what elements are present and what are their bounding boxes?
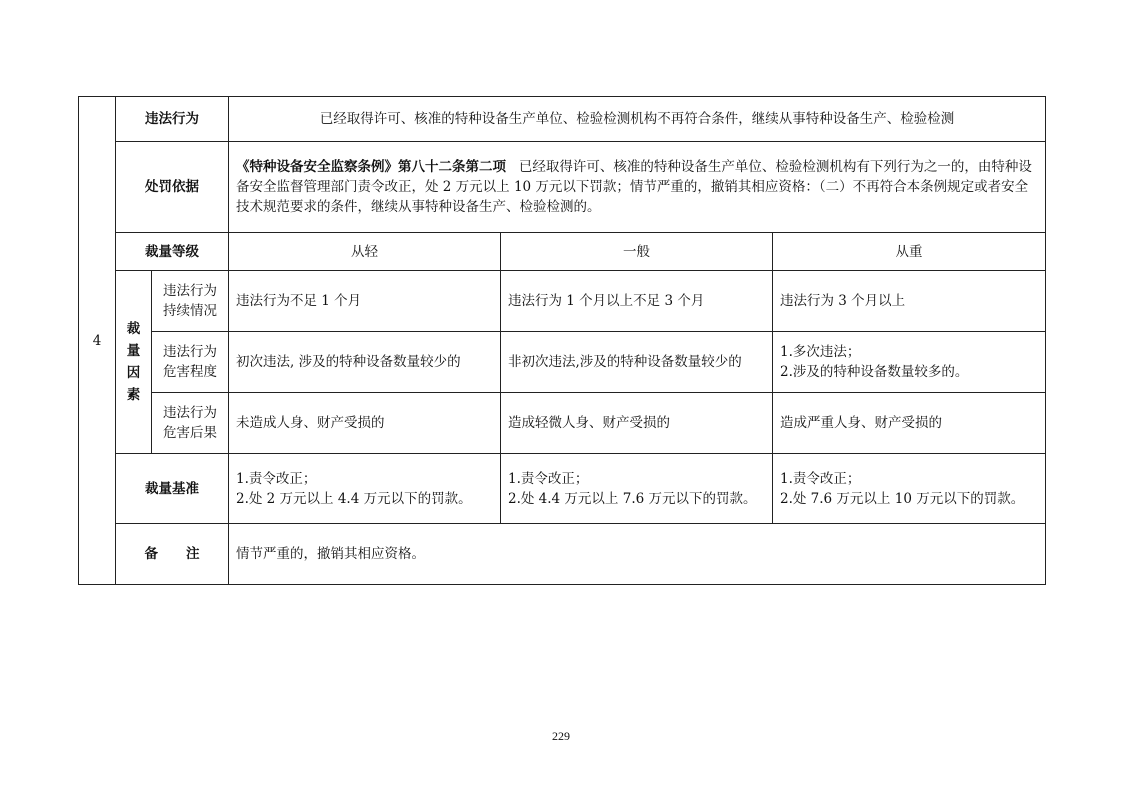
- basis-label: 处罚依据: [116, 142, 229, 233]
- violation-row: [79, 97, 1046, 142]
- violation-text: 已经取得许可、核准的特种设备生产单位、检验检测机构不再符合条件，继续从事特种设备生产、检验检测: [229, 97, 1046, 142]
- basis-title: 《特种设备安全监察条例》第八十二条第二项: [236, 159, 506, 175]
- duration-light: 违法行为不足 1 个月: [229, 271, 501, 332]
- page-number: 229: [552, 729, 570, 743]
- basis-row: [79, 142, 1046, 233]
- harm-result-label: 违法行为危害后果: [152, 393, 229, 454]
- standard-row: [79, 454, 1046, 524]
- violation-label: 违法行为: [116, 97, 229, 142]
- factor-row-duration: [79, 271, 1046, 332]
- standard-light: 1.责令改正； 2.处 2 万元以上 4.4 万元以下的罚款。: [229, 454, 501, 524]
- levels-row: [79, 233, 1046, 271]
- factor-row-harm-degree: [79, 332, 1046, 393]
- penalty-discretion-table: [78, 96, 1046, 585]
- remarks-row: [79, 524, 1046, 585]
- duration-label: 违法行为持续情况: [152, 271, 229, 332]
- remarks-label-a: 备: [144, 546, 158, 562]
- harm-degree-light: 初次违法, 涉及的特种设备数量较少的: [229, 332, 501, 393]
- basis-text: 已经取得许可、核准的特种设备生产单位、检验检测机构有下列行为之一的，由特种设备安全监督管理部门责令改正，处 2 万元以上 10 万元以下罚款；情节严重的，撤销其相应资格：（二）不再符合本条例规定或者安全技术规范要求的条件，继续从事特种设备生产、检验检测的。: [236, 159, 1032, 215]
- standard-normal: 1.责令改正； 2.处 4.4 万元以上 7.6 万元以下的罚款。: [501, 454, 773, 524]
- level-normal: 一般: [501, 233, 773, 271]
- remarks-label: [116, 524, 229, 585]
- factor-row-harm-result: [79, 393, 1046, 454]
- standard-label: 裁量基准: [116, 454, 229, 524]
- item-number: 4: [79, 97, 116, 585]
- factors-label: 裁量因素: [116, 271, 152, 454]
- harm-degree-label: 违法行为危害程度: [152, 332, 229, 393]
- level-light: 从轻: [229, 233, 501, 271]
- remarks-label-b: 注: [186, 546, 200, 562]
- harm-result-light: 未造成人身、财产受损的: [229, 393, 501, 454]
- harm-degree-normal: 非初次违法,涉及的特种设备数量较少的: [501, 332, 773, 393]
- harm-result-normal: 造成轻微人身、财产受损的: [501, 393, 773, 454]
- duration-normal: 违法行为 1 个月以上不足 3 个月: [501, 271, 773, 332]
- basis-cell: [229, 142, 1046, 233]
- level-heavy: 从重: [773, 233, 1046, 271]
- levels-label: 裁量等级: [116, 233, 229, 271]
- harm-result-heavy: 造成严重人身、财产受损的: [773, 393, 1046, 454]
- standard-heavy: 1.责令改正； 2.处 7.6 万元以上 10 万元以下的罚款。: [773, 454, 1046, 524]
- harm-degree-heavy: 1.多次违法； 2.涉及的特种设备数量较多的。: [773, 332, 1046, 393]
- duration-heavy: 违法行为 3 个月以上: [773, 271, 1046, 332]
- remarks-text: 情节严重的，撤销其相应资格。: [229, 524, 1046, 585]
